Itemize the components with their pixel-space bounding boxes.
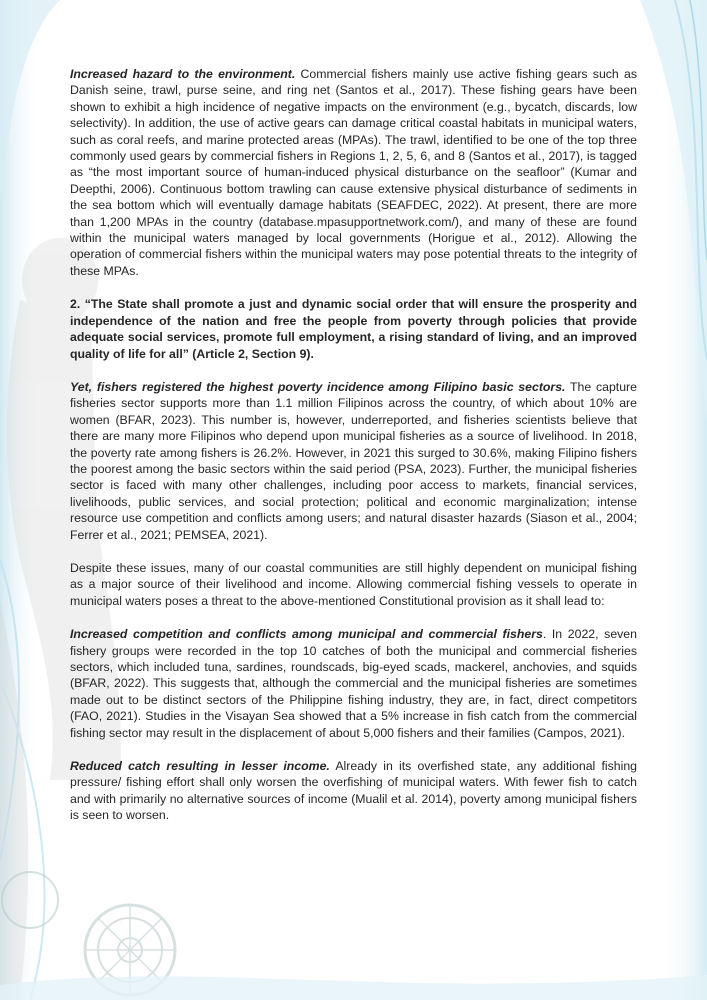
paragraph-reduced-catch — [70, 758, 637, 824]
paragraph-lead: Increased competition and conflicts among municipal and commercial fishers — [70, 627, 543, 642]
document-body — [70, 66, 637, 841]
right-wave-decoration — [640, 0, 707, 1000]
paragraph-lead: Yet, fishers registered the highest poverty incidence among Filipino basic sectors. — [70, 379, 566, 394]
paragraph-text: Commercial fishers mainly use active fishing gears such as Danish seine, trawl, purse seine, and ring net (Santos et al., 2017). These fishing gears have been shown to exhibit a high incidence of negative impacts on the environment (e.g., bycatch, discards, low selectivity). In addition, the use of active gears can damage critical coastal habitats in municipal waters, such as coral reefs, and marine protected areas (MPAs). The trawl, identified to be one of the top three commonly used gears by commercial fishers in Regions 1, 2, 5, 6, and 8 (Santos et al., 2017), is tagged as “the most important source of human-induced physical disturbance on the seafloor” (Kumar and Deepthi, 2006). Continuous bottom trawling can cause extensive physical disturbance of sediments in the sea bottom which will eventually damage habitats (SEAFDEC, 2022). At present, there are more than 1,200 MPAs in the country (database.mpasupportnetwork.com/), and many of these are found within the municipal waters managed by local governments (Horigue et al., 2012). Allowing the operation of commercial fishers within the municipal waters may pose potential threats to the integrity of these MPAs. — [70, 67, 638, 278]
paragraph-environment-hazard — [70, 66, 637, 279]
bottom-wave-decoration — [0, 975, 707, 1000]
section-heading-article2-section9: 2. “The State shall promote a just and dynamic social order that will ensure the prosperity and independence of the nation and free the people from poverty through policies that provide adequate social services, promote full employment, a rising standard of living, and an improved quality of life for all” (Article 2, Section 9). — [70, 297, 637, 361]
paragraph-text: Already in its overfished state, any additional fishing pressure/ fishing effort shall only worsen the overfishing of municipal waters. With fewer fish to catch and with primarily no alternative sources of income (Mualil et al. 2014), poverty among municipal fishers is seen to worsen. — [70, 759, 637, 823]
paragraph-lead: Increased hazard to the environment. — [70, 67, 296, 81]
paragraph-lead: Reduced catch resulting in lesser income. — [70, 759, 330, 774]
paragraph-text: . In 2022, seven fishery groups were recorded in the top 10 catches of both the municipal and commercial fisheries sectors, which included tuna, sardines, roundscads, big-eyed scads, mackerel, anchovies, and squids (BFAR, 2022). This suggests that, although the commercial and the municipal fisheries are sometimes made out to be distinct sectors of the Philippine fishing industry, they are, in fact, direct competitors (FAO, 2021). Studies in the Visayan Sea showed that a 5% increase in fish catch from the commercial fishing sector may result in the displacement of about 5,000 fishers and their families (Campos, 2021). — [70, 627, 637, 740]
paragraph-competition-conflicts — [70, 626, 637, 741]
paragraph-text: The capture fisheries sector supports more than 1.1 million Filipinos across the country, of which about 10% are women (BFAR, 2023). This number is, however, underreported, and fisheries scientists believe that there are many more Filipinos who depend upon municipal fisheries as a source of livelihood. In 2018, the poverty rate among fishers is 26.2%. However, in 2021 this surged to 30.6%, making Filipino fishers the poorest among the basic sectors within the said period (PSA, 2023). Further, the municipal fisheries sector is faced with many other challenges, including poor access to markets, financial services, livelihoods, public services, and social protection; political and economic marginalization; intense resource use competition and conflicts among users; and natural disaster hazards (Siason et al., 2004; Ferrer et al., 2021; PEMSEA, 2021). — [70, 379, 637, 542]
paragraph-text: Despite these issues, many of our coastal communities are still highly dependent on municipal fishing as a major source of their livelihood and income. Allowing commercial fishing vessels to operate in municipal waters poses a threat to the above-mentioned Constitutional provision as it shall lead to: — [70, 560, 637, 608]
paragraph-coastal-dependence — [70, 560, 637, 609]
paragraph-poverty-incidence — [70, 379, 637, 543]
